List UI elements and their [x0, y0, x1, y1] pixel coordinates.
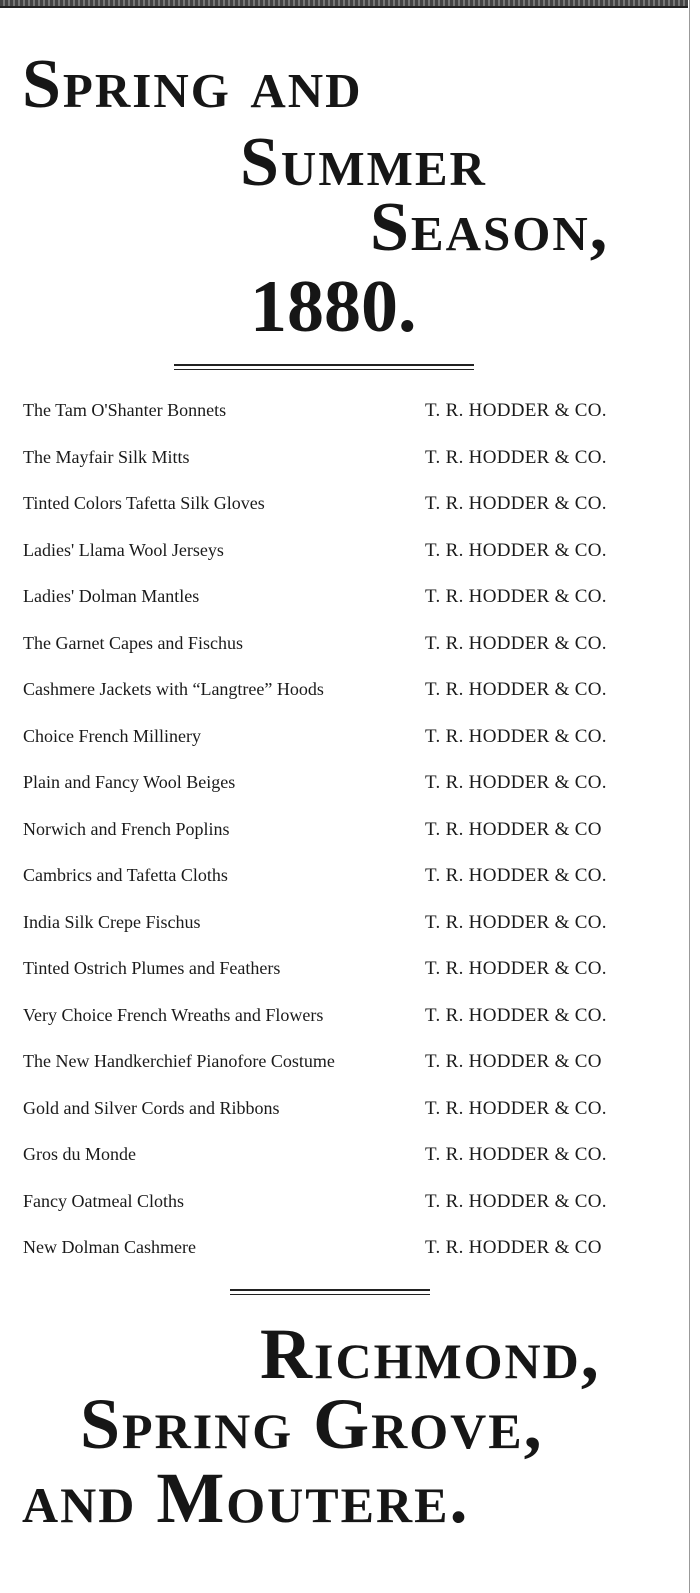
- list-item: [0, 722, 690, 752]
- list-item: [0, 443, 690, 473]
- item-vendor: T. R. HODDER & CO.: [425, 1190, 607, 1212]
- list-item: [0, 768, 690, 798]
- item-vendor: T. R. HODDER & CO.: [425, 911, 607, 933]
- item-vendor: T. R. HODDER & CO.: [425, 679, 607, 700]
- item-vendor: T. R. HODDER & CO.: [425, 1144, 607, 1165]
- list-item: [0, 1233, 690, 1263]
- item-name: Ladies' Dolman Mantles: [23, 586, 200, 606]
- item-name: Cambrics and Tafetta Cloths: [23, 865, 228, 885]
- list-item: [0, 954, 690, 984]
- item-vendor: T. R. HODDER & CO.: [425, 632, 607, 654]
- heading-line-spring: Spring and: [22, 46, 363, 123]
- item-name: Tinted Colors Tafetta Silk Gloves: [23, 493, 265, 513]
- heading-line-summer: Summer: [240, 124, 487, 201]
- footer-line-spring-grove: Spring Grove,: [80, 1384, 544, 1464]
- item-name: Norwich and French Poplins: [23, 818, 230, 839]
- footer-line-moutere: and Moutere.: [22, 1458, 470, 1538]
- divider-rule-top: [174, 364, 474, 370]
- list-item: [0, 629, 690, 659]
- item-name: The New Handkerchief Pianofore Costume: [23, 1051, 335, 1071]
- item-vendor: T. R. HODDER & CO: [425, 818, 602, 840]
- item-name: New Dolman Cashmere: [23, 1237, 196, 1257]
- item-vendor: T. R. HODDER & CO: [425, 1051, 602, 1072]
- item-name: Tinted Ostrich Plumes and Feathers: [23, 958, 281, 978]
- item-name: Ladies' Llama Wool Jerseys: [23, 539, 224, 560]
- list-item: [0, 536, 690, 566]
- list-item: [0, 489, 690, 519]
- list-item: [0, 1187, 690, 1217]
- list-item: [0, 1094, 690, 1124]
- item-name: The Tam O'Shanter Bonnets: [23, 400, 227, 420]
- item-vendor: T. R. HODDER & CO.: [425, 725, 607, 747]
- item-vendor: T. R. HODDER & CO.: [425, 446, 607, 468]
- divider-rule-bottom: [230, 1289, 430, 1295]
- list-item: [0, 861, 690, 891]
- list-item: [0, 1001, 690, 1031]
- item-name: Cashmere Jackets with “Langtree” Hoods: [23, 679, 324, 699]
- item-name: Fancy Oatmeal Cloths: [23, 1190, 184, 1211]
- list-item: [0, 675, 690, 705]
- item-name: The Mayfair Silk Mitts: [23, 446, 190, 467]
- item-vendor: T. R. HODDER & CO.: [425, 958, 607, 979]
- item-vendor: T. R. HODDER & CO.: [425, 539, 607, 561]
- list-item: [0, 582, 690, 612]
- list-item: [0, 1140, 690, 1170]
- item-name: Gold and Silver Cords and Ribbons: [23, 1097, 280, 1118]
- item-name: India Silk Crepe Fischus: [23, 911, 201, 932]
- list-item: [0, 908, 690, 938]
- list-item: [0, 1047, 690, 1077]
- item-name: Plain and Fancy Wool Beiges: [23, 772, 236, 792]
- item-name: Very Choice French Wreaths and Flowers: [23, 1004, 324, 1025]
- heading-line-season: Season,: [370, 189, 610, 266]
- item-name: Gros du Monde: [23, 1144, 136, 1164]
- item-vendor: T. R. HODDER & CO.: [425, 865, 607, 886]
- item-name: Choice French Millinery: [23, 725, 201, 746]
- item-vendor: T. R. HODDER & CO.: [425, 772, 607, 793]
- list-item: [0, 815, 690, 845]
- item-vendor: T. R. HODDER & CO.: [425, 1097, 607, 1119]
- heading-year: 1880.: [250, 266, 417, 348]
- item-vendor: T. R. HODDER & CO.: [425, 400, 607, 421]
- item-vendor: T. R. HODDER & CO: [425, 1237, 602, 1258]
- list-item: [0, 396, 690, 426]
- item-vendor: T. R. HODDER & CO.: [425, 586, 607, 607]
- item-vendor: T. R. HODDER & CO.: [425, 1004, 607, 1026]
- footer-line-richmond: Richmond,: [260, 1314, 601, 1394]
- item-vendor: T. R. HODDER & CO.: [425, 493, 607, 514]
- item-name: The Garnet Capes and Fischus: [23, 632, 243, 653]
- top-border-rule: [0, 0, 688, 8]
